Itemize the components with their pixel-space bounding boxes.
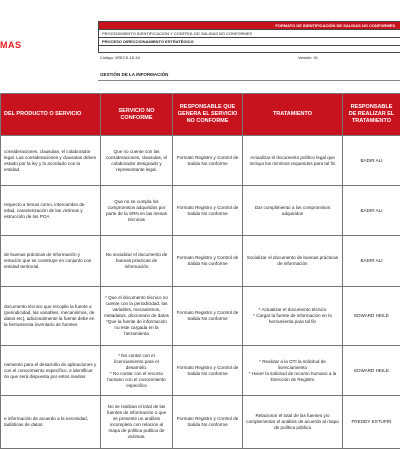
cell-treatment: Socializar el documento de buenas prácticas de información <box>243 236 343 287</box>
column-header-product: DEL PRODUCTO O SERVICIO <box>1 94 101 136</box>
column-header-nonconforming: SERVICIO NO CONFORME <box>101 94 173 136</box>
cell-treatment: * Actualizar el documento técnico * Cargar la fuente de información en la herramienta para tal fin <box>243 287 343 346</box>
cell-treatment-responsible: BADIR ALI <box>343 136 400 186</box>
procedure-title: PROCEDIMIENTO IDENTIFICACION Y CONTROL DE SALIDAS NO CONFORMES <box>98 29 400 37</box>
table-row <box>1 186 400 236</box>
process-title: PROCESO DIRECCIONAMIENTO ESTRATÉGICO <box>98 37 400 45</box>
section-title: GESTIÓN DE LA INFORMACIÓN <box>100 72 169 77</box>
column-header-responsible: RESPONSABLE QUE GENERA EL SERVICIO NO CONFORME <box>173 94 243 136</box>
company-logo: MAS <box>0 40 22 50</box>
cell-nonconforming: Que no se cumpla los compromisos adquiridos por parte de la SRN en las mesas técnicas <box>101 186 173 236</box>
table-row <box>1 346 400 396</box>
cell-nonconforming: * No contar con el licenciamiento para el desarrollo. * No contar con el recurso humano con el conocimiento especifico <box>101 346 173 396</box>
table-row <box>1 236 400 287</box>
cell-treatment-responsible: FREDDY ESTUPIÑ <box>343 396 400 449</box>
format-title: FORMATO DE IDENTIFICACIÓN DE SALIDAS NO CONFORMES <box>98 21 400 29</box>
cell-nonconforming: No socializar el documento de buenas prácticas de información <box>101 236 173 287</box>
cell-treatment-responsible: EDWARD HEILE <box>343 346 400 396</box>
cell-nonconforming: No se realizan el total de las fuentes de información o que se presente un análisis incompleto con relacion al mapa de política publica de victimas. <box>101 396 173 449</box>
cell-treatment: Dar cumplimiento a los compromisos adquiridos <box>243 186 343 236</box>
table-row <box>1 396 400 449</box>
column-header-treatment-responsible: RESPONSABLE DE REALIZAR EL TRATAMIENTO <box>343 94 400 136</box>
table-row <box>1 136 400 186</box>
header-blank-row <box>98 45 400 53</box>
nonconforming-table <box>0 93 400 449</box>
section-divider <box>98 80 400 81</box>
table-row <box>1 287 400 346</box>
table-header-row <box>1 94 400 136</box>
cell-product: documento técnico que recopile la fuente a (periodicidad, las variables, mecanismos, de datos etc), adicionalmente la fuente debe en la herramienta inventario de fuentes <box>1 287 101 346</box>
column-header-treatment: TRATAMIENTO <box>243 94 343 136</box>
cell-responsible: Formato Registro y Control de Salida No conforme <box>173 396 243 449</box>
document-version: Versión: 01 <box>298 55 319 60</box>
cell-responsible: Formato Registro y Control de Salida No conforme <box>173 287 243 346</box>
code-line <box>98 54 400 62</box>
cell-treatment: * Realizar a la OTI la solicitud de licenciamiento * Hacer la solicitud de recurso humano a la Dirección de Registro <box>243 346 343 396</box>
document-code: Código: 1RECS-15-34 <box>100 55 140 60</box>
cell-product: namiento para el desarrollo de aplicaciones y con el conocimiento específico, e identificar ón que será dispuesta por estos medios <box>1 346 101 396</box>
cell-product: respecto a temas como, intercambio de edad, caracterización de las victimas y estrucción de los POA <box>1 186 101 236</box>
cell-nonconforming: Que no cuente con las consideraciones, clausulas, el colaborador designado y representante legal. <box>101 136 173 186</box>
cell-treatment-responsible: BADIR ALI <box>343 186 400 236</box>
cell-product: de buenas prácticas de información y entación que se construye en conjunto con entidad territorial. <box>1 236 101 287</box>
cell-responsible: Formato Registro y Control de Salida No conforme <box>173 236 243 287</box>
cell-treatment-responsible: EDWARD HEILE <box>343 287 400 346</box>
cell-product: e información de acuerdo a la necesidad, tadísticas de datos. <box>1 396 101 449</box>
cell-responsible: Formato Registro y Control de Salida No conforme <box>173 186 243 236</box>
cell-treatment: Relacionar el total de las fuentes y/o complementar el análisis de acuerdo al mapa de política pública <box>243 396 343 449</box>
cell-responsible: Formato Registro y Control de Salida No conforme <box>173 136 243 186</box>
cell-product: consideraciones, clausulas, el colaborador legal. Las consideraciones y clausulas deben estado por la ley y lo acordado con la entidad. <box>1 136 101 186</box>
cell-treatment: Actualizar el documento político legal que incluya los mínimos requeridos para tal fin <box>243 136 343 186</box>
cell-responsible: Formato Registro y Control de Salida No conforme <box>173 346 243 396</box>
cell-treatment-responsible: BADIR ALI <box>343 236 400 287</box>
cell-nonconforming: * Que el documento técnico no cuente con la periodicidad, las variables, mecanismos, metadatos, diccionario de datos *Que la fuente de información no este cargada en la herramienta <box>101 287 173 346</box>
